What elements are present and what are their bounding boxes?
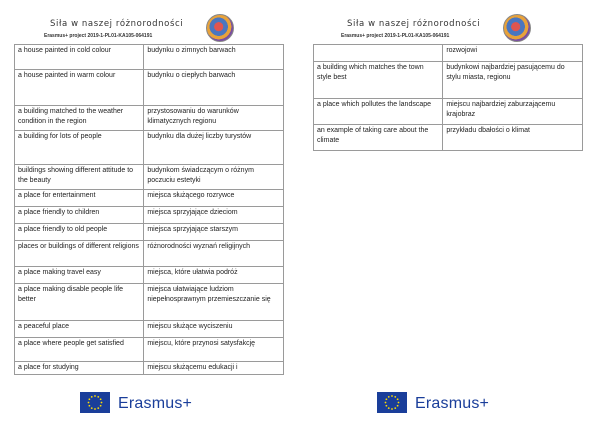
table-row	[15, 207, 284, 224]
table-row	[15, 165, 284, 190]
project-logo	[206, 14, 234, 42]
project-logo	[503, 14, 531, 42]
polish-translation: budynkowi najbardziej pasującemu do stylu miasta, regionu	[443, 62, 583, 99]
polish-translation: przystosowaniu do warunków klimatycznych regionu	[144, 106, 284, 131]
table-row	[15, 45, 284, 70]
table-row	[15, 131, 284, 165]
english-phrase: a building matched to the weather condition in the region	[15, 106, 144, 131]
polish-translation: budynku o ciepłych barwach	[144, 70, 284, 106]
table-row	[15, 190, 284, 207]
english-phrase: a place friendly to old people	[15, 224, 144, 241]
english-phrase: a building for lots of people	[15, 131, 144, 165]
polish-translation: miejsca sprzyjające dzieciom	[144, 207, 284, 224]
polish-translation: miejsca sprzyjające starszym	[144, 224, 284, 241]
polish-translation: miejscu, które przynosi satysfakcję	[144, 338, 284, 362]
table-row	[15, 362, 284, 375]
english-phrase: a place making disable people life better	[15, 284, 144, 321]
english-phrase: a place for studying	[15, 362, 144, 375]
table-row	[314, 99, 583, 125]
english-phrase: a place which pollutes the landscape	[314, 99, 443, 125]
polish-translation: budynku o zimnych barwach	[144, 45, 284, 70]
polish-translation: miejscu służącemu edukacji i	[144, 362, 284, 375]
polish-translation: budynku dla dużej liczby turystów	[144, 131, 284, 165]
table-row	[15, 338, 284, 362]
polish-translation: przykładu dbałości o klimat	[443, 125, 583, 151]
eu-flag-icon	[377, 392, 407, 413]
polish-translation: rozwojowi	[443, 45, 583, 62]
polish-translation: miejsca służącego rozrywce	[144, 190, 284, 207]
project-code: Erasmus+ project 2019-1-PL01-KA105-064191	[341, 33, 450, 39]
erasmus-plus-logo: Erasmus+	[415, 395, 490, 412]
table-row	[15, 70, 284, 106]
english-phrase: a place where people get satisfied	[15, 338, 144, 362]
table-row	[15, 241, 284, 267]
eu-flag-icon	[80, 392, 110, 413]
english-phrase: places or buildings of different religions	[15, 241, 144, 267]
polish-translation: różnorodności wyznań religijnych	[144, 241, 284, 267]
polish-translation: miejscu służące wyciszeniu	[144, 321, 284, 338]
english-phrase: a place for entertainment	[15, 190, 144, 207]
erasmus-plus-logo: Erasmus+	[118, 395, 193, 412]
table-row	[314, 45, 583, 62]
english-phrase: buildings showing different attitude to the beauty	[15, 165, 144, 190]
english-phrase: an example of taking care about the climate	[314, 125, 443, 151]
english-phrase: a peaceful place	[15, 321, 144, 338]
polish-translation: budynkom świadczącym o różnym poczuciu estetyki	[144, 165, 284, 190]
english-phrase: a place making travel easy	[15, 267, 144, 284]
page-title: Siła w naszej różnorodności	[50, 19, 184, 29]
english-phrase: a house painted in warm colour	[15, 70, 144, 106]
page-title: Siła w naszej różnorodności	[347, 19, 481, 29]
polish-translation: miejsca, które ułatwia podróż	[144, 267, 284, 284]
table-row	[15, 321, 284, 338]
table-row	[314, 125, 583, 151]
vocabulary-table-left	[14, 44, 284, 375]
table-row	[15, 267, 284, 284]
table-row	[15, 224, 284, 241]
vocabulary-table-right	[313, 44, 583, 151]
project-code: Erasmus+ project 2019-1-PL01-KA105-064191	[44, 33, 153, 39]
english-phrase: a place friendly to children	[15, 207, 144, 224]
polish-translation: miejscu najbardziej zaburzającemu krajobraz	[443, 99, 583, 125]
table-row	[314, 62, 583, 99]
polish-translation: miejsca ułatwiające ludziom niepełnosprawnym przemieszczanie się	[144, 284, 284, 321]
english-phrase: a house painted in cold colour	[15, 45, 144, 70]
table-row	[15, 106, 284, 131]
english-phrase: a building which matches the town style best	[314, 62, 443, 99]
table-row	[15, 284, 284, 321]
english-phrase	[314, 45, 443, 62]
